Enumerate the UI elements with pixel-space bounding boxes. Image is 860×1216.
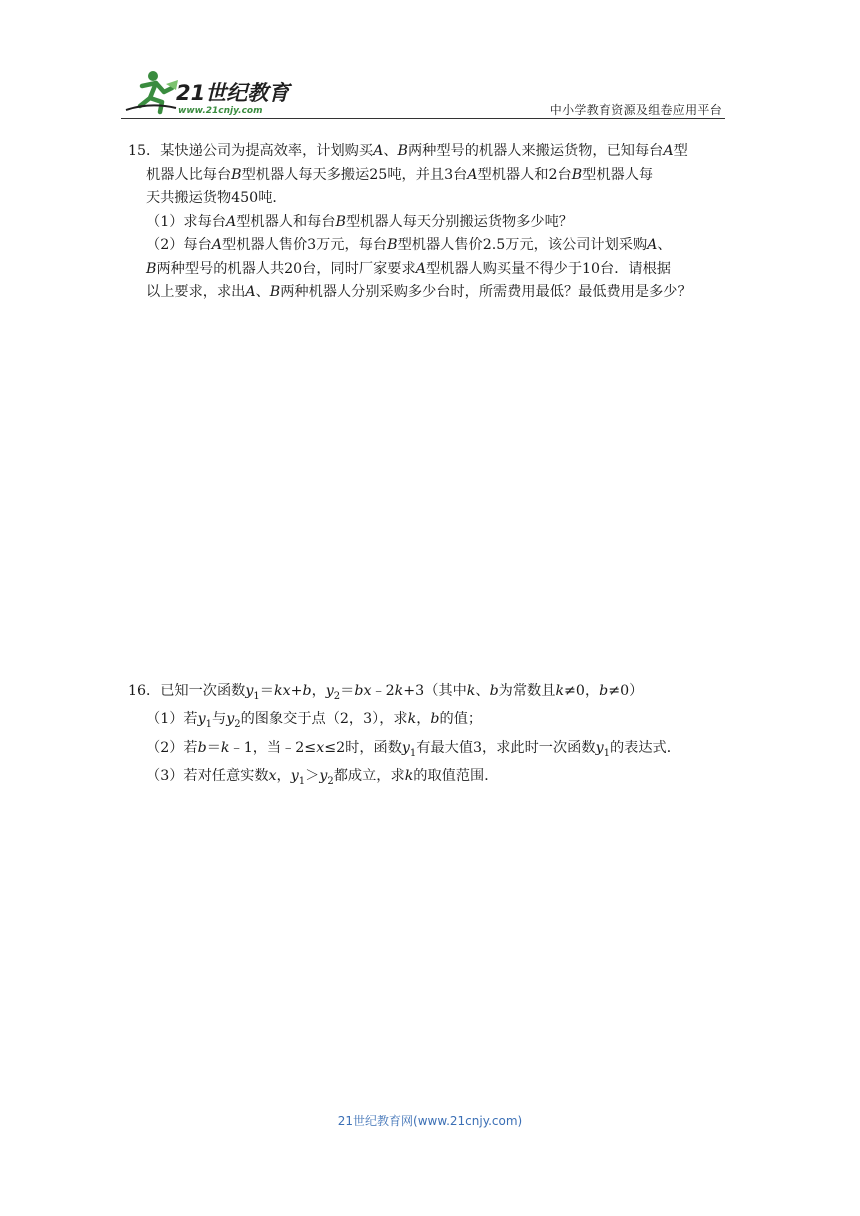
svg-text:21世纪教育: 21世纪教育 (176, 81, 290, 105)
q16-line1: 16．已知一次函数$y_1=kx+b$，$y_2=bx﹣2k+3$（其中k、b为常数且k≠0，b≠0） (128, 683, 644, 702)
footer-link[interactable]: 21世纪教育网(www.21cnjy.com) (337, 1114, 523, 1128)
q16-part3: （3）若对任意实数x，$y_1>y_2$都成立，求k的取值范围． (146, 767, 499, 787)
q15-part2-line1: （2）每台A型机器人售价3万元，每台B型机器人售价2.5万元，该公司计划采购A、 (146, 237, 672, 253)
svg-text:www.21cnjy.com: www.21cnjy.com (178, 106, 263, 116)
question-15 (128, 140, 738, 305)
q16-part2: （2）若b＝k﹣1，当﹣2≤x≤2时，函数$y_1$有最大值3，求此时一次函数$y_1$的表达式． (146, 739, 681, 759)
q15-part2-line2: B两种型号的机器人共20台，同时厂家要求A型机器人购买量不得少于10台．请根据 (146, 260, 671, 277)
q15-part1: （1）求每台A型机器人和每台B型机器人每天分别搬运货物多少吨？ (146, 213, 573, 230)
q15-line3: 天共搬运货物450吨． (146, 190, 287, 206)
q15-line2: 机器人比每台B型机器人每天多搬运25吨，并且3台A型机器人和2台B型机器人每 (146, 166, 654, 183)
q15-line1: 15．某快递公司为提高效率，计划购买A、B两种型号的机器人来搬运货物，已知每台A型 (128, 143, 688, 159)
header-divider (121, 118, 725, 119)
q16-part1: （1）若$y_1$与$y_2$的图象交于点（2，3），求k，b的值； (146, 711, 483, 731)
q15-part2-line3: 以上要求，求出A、B两种机器人分别采购多少台时，所需费用最低？最低费用是多少？ (146, 284, 692, 300)
page-header (0, 0, 860, 122)
question-16 (128, 680, 738, 793)
21cnjy-logo (120, 66, 295, 118)
platform-title: 中小学教育资源及组卷应用平台 (549, 103, 722, 117)
